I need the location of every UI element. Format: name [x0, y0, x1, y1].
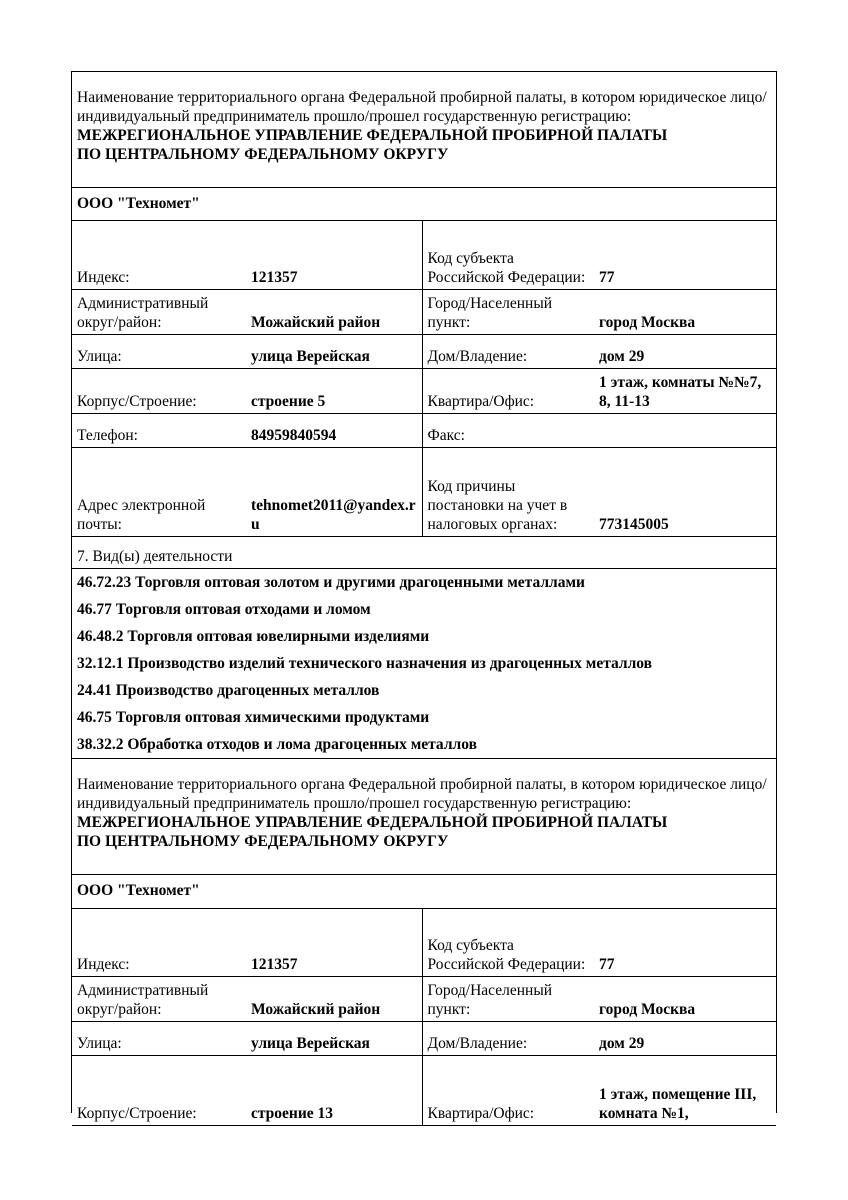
registration-header-row	[72, 72, 776, 188]
field-row	[72, 1056, 776, 1126]
field-value: 121357	[246, 221, 422, 290]
field-value: 121357	[246, 909, 422, 977]
company-row	[72, 188, 776, 221]
activity-row	[72, 623, 776, 650]
field-label: Административный округ/район:	[72, 290, 246, 335]
field-row	[72, 414, 776, 448]
field-row	[72, 977, 776, 1022]
activity-item: 46.48.2 Торговля оптовая ювелирными изделиями	[77, 628, 430, 645]
registration-header-row	[72, 759, 776, 875]
activity-item: 46.77 Торговля оптовая отходами и ломом	[77, 601, 371, 618]
field-label: Адрес электронной почты:	[72, 448, 246, 537]
field-label: Корпус/Строение:	[72, 1056, 246, 1126]
activity-item: 46.72.23 Торговля оптовая золотом и другими драгоценными металлами	[77, 574, 585, 591]
field-value: tehnomet2011@yandex.ru	[246, 448, 422, 537]
field-value: дом 29	[594, 1022, 776, 1056]
activities-heading-row	[72, 537, 776, 569]
company-name: ООО "Техномет"	[72, 875, 776, 909]
field-label: Дом/Владение:	[422, 335, 594, 369]
field-label: Телефон:	[72, 414, 246, 448]
field-label: Факс:	[422, 414, 594, 448]
field-row	[72, 448, 776, 537]
activity-row	[72, 569, 776, 597]
activity-item: 32.12.1 Производство изделий технического назначения из драгоценных металлов	[77, 655, 653, 672]
field-label: Дом/Владение:	[422, 1022, 594, 1056]
field-row	[72, 290, 776, 335]
activities-heading: 7. Вид(ы) деятельности	[72, 537, 776, 569]
registry-document	[71, 71, 777, 1122]
field-value: Можайский район	[246, 290, 422, 335]
activity-row	[72, 650, 776, 677]
field-value: 77	[594, 909, 776, 977]
field-label: Код причины постановки на учет в налоговых органах:	[422, 448, 594, 537]
activity-item: 46.75 Торговля оптовая химическими продуктами	[77, 709, 430, 726]
field-row	[72, 1022, 776, 1056]
field-label: Код субъекта Российской Федерации:	[422, 221, 594, 290]
registration-body-line: МЕЖРЕГИОНАЛЬНОЕ УПРАВЛЕНИЕ ФЕДЕРАЛЬНОЙ ПРОБИРНОЙ ПАЛАТЫ	[77, 127, 668, 144]
field-value: город Москва	[594, 290, 776, 335]
registration-body-line: ПО ЦЕНТРАЛЬНОМУ ФЕДЕРАЛЬНОМУ ОКРУГУ	[77, 146, 449, 163]
field-value: строение 13	[246, 1056, 422, 1126]
field-value	[594, 414, 776, 448]
registration-body-line: ПО ЦЕНТРАЛЬНОМУ ФЕДЕРАЛЬНОМУ ОКРУГУ	[77, 833, 449, 850]
field-label: Административный округ/район:	[72, 977, 246, 1022]
activity-item: 24.41 Производство драгоценных металлов	[77, 682, 380, 699]
field-value: 1 этаж, комнаты №№7, 8, 11-13	[594, 369, 776, 414]
field-row	[72, 909, 776, 977]
field-value: 773145005	[594, 448, 776, 537]
field-row	[72, 335, 776, 369]
registration-label: Наименование территориального органа Федеральной пробирной палаты, в котором юридическое лицо/индивидуальный предприниматель прошло/прошел государственную регистрацию:	[77, 776, 767, 812]
field-label: Корпус/Строение:	[72, 369, 246, 414]
field-value: дом 29	[594, 335, 776, 369]
company-row	[72, 875, 776, 909]
field-label: Код субъекта Российской Федерации:	[422, 909, 594, 977]
activity-row	[72, 596, 776, 623]
activity-row	[72, 704, 776, 731]
field-row	[72, 369, 776, 414]
activity-row	[72, 731, 776, 759]
registry-table	[72, 72, 776, 1126]
activity-item: 38.32.2 Обработка отходов и лома драгоценных металлов	[72, 731, 776, 759]
field-label: Город/Населенный пункт:	[422, 290, 594, 335]
field-label: Город/Населенный пункт:	[422, 977, 594, 1022]
company-name: ООО "Техномет"	[72, 188, 776, 221]
registration-body-line: МЕЖРЕГИОНАЛЬНОЕ УПРАВЛЕНИЕ ФЕДЕРАЛЬНОЙ ПРОБИРНОЙ ПАЛАТЫ	[77, 814, 668, 831]
field-row	[72, 221, 776, 290]
field-value: 1 этаж, помещение III, комната №1,	[594, 1056, 776, 1126]
field-value: 84959840594	[246, 414, 422, 448]
registration-label: Наименование территориального органа Федеральной пробирной палаты, в котором юридическое лицо/индивидуальный предприниматель прошло/прошел государственную регистрацию:	[77, 89, 767, 125]
activity-row	[72, 677, 776, 704]
field-value: Можайский район	[246, 977, 422, 1022]
field-label: Индекс:	[72, 909, 246, 977]
field-label: Улица:	[72, 1022, 246, 1056]
field-label: Квартира/Офис:	[422, 1056, 594, 1126]
field-value: улица Верейская	[246, 1022, 422, 1056]
field-label: Индекс:	[72, 221, 246, 290]
field-value: строение 5	[246, 369, 422, 414]
field-label: Улица:	[72, 335, 246, 369]
field-value: улица Верейская	[246, 335, 422, 369]
field-value: 77	[594, 221, 776, 290]
field-label: Квартира/Офис:	[422, 369, 594, 414]
field-value: город Москва	[594, 977, 776, 1022]
